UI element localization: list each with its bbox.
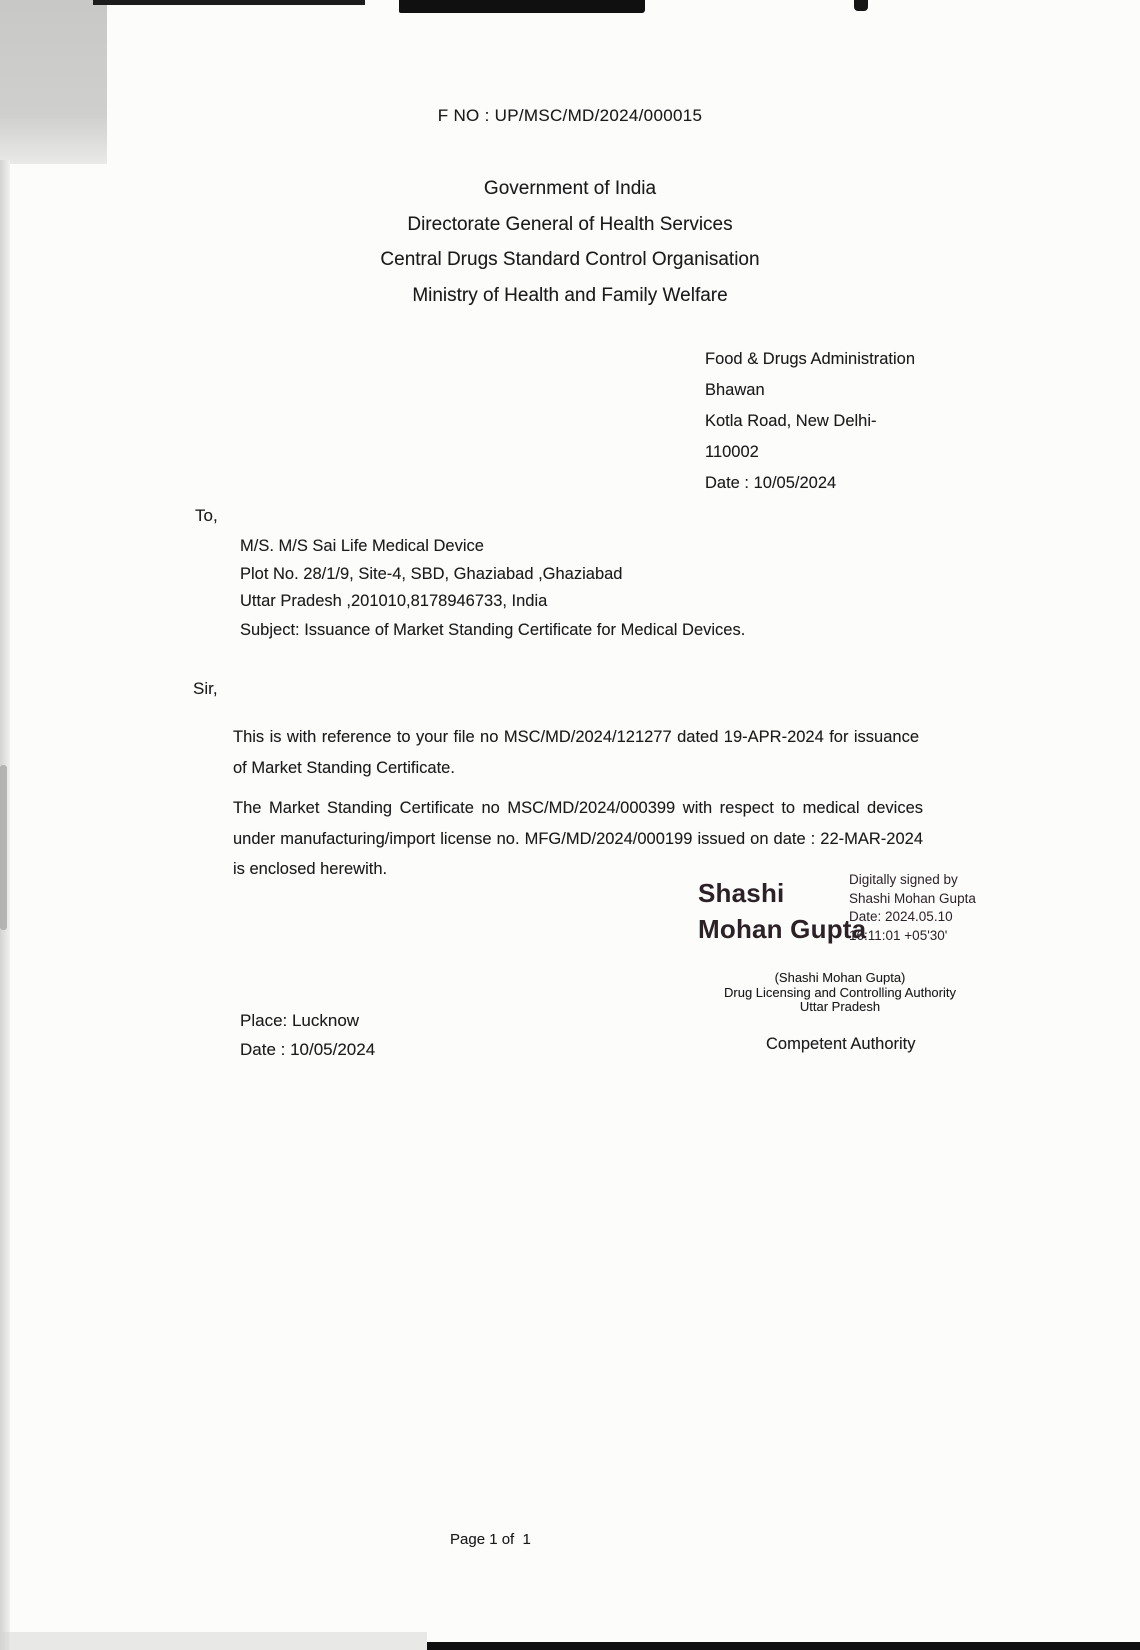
recipient-address-block [240,533,622,616]
recipient-address-line: Plot No. 28/1/9, Site-4, SBD, Ghaziabad ,Ghaziabad [240,564,623,583]
recipient-name: M/S. M/S Sai Life Medical Device [240,537,484,555]
recipient-address-line: Uttar Pradesh ,201010,8178946733, India [240,592,548,610]
signature-name-line: Mohan Gupta [698,914,867,944]
office-address-block [705,344,915,499]
office-address-line: Food & Drugs Administration [705,350,916,368]
signature-detail-line: Shashi Mohan Gupta [849,890,976,906]
page-number: Page 1 of 1 [450,1531,531,1548]
recipient-to-label: To, [195,506,218,525]
scan-artifact-left-smudge [0,765,7,930]
letterhead-line-government: Government of India [483,178,657,199]
digital-signature-details [849,871,1009,945]
body-paragraph-reference: This is with reference to your file no MSC/MD/2024/121277 dated 19-APR-2024 for issuance of Market Standing Certificate. [233,728,919,777]
issue-date: Date : 10/05/2024 [705,474,837,492]
signer-name: (Shashi Mohan Gupta) [774,970,906,985]
office-address-line: 110002 [705,443,759,461]
signer-block [690,971,990,1015]
file-number: F NO : UP/MSC/MD/2024/000015 [437,106,703,125]
scan-artifact-corner-gray [0,0,107,164]
competent-authority-label: Competent Authority [766,1035,916,1053]
scan-artifact-bottom-bar [427,1642,1140,1650]
salutation: Sir, [193,679,218,698]
signature-detail-line: 16:11:01 +05'30' [849,927,948,943]
letterhead-line-organisation: Central Drugs Standard Control Organisation [380,249,760,270]
signature-detail-line: Digitally signed by [849,872,958,887]
signer-region: Uttar Pradesh [799,999,881,1014]
signer-title: Drug Licensing and Controlling Authority [724,984,956,1000]
scan-artifact-top-line [93,0,365,5]
scan-artifact-bottom-gray [0,1632,427,1650]
body-paragraph-certificate: The Market Standing Certificate no MSC/MD/2024/000399 with respect to medical devices under manufacturing/import license no. MFG/MD/2024/000199 issued on date : 22-MAR-2024 is enclosed herewith. [233,799,923,878]
signature-detail-line: Date: 2024.05.10 [849,909,953,924]
letterhead-line-directorate: Directorate General of Health Services [407,213,733,235]
letterhead [0,171,1140,313]
scan-artifact-top-blob [854,0,868,11]
office-address-line: Bhawan [705,381,765,399]
signature-name-line: Shashi [698,878,785,908]
office-address-line: Kotla Road, New Delhi- [705,412,877,430]
letterhead-line-ministry: Ministry of Health and Family Welfare [412,284,728,306]
scan-artifact-top-bar [399,0,645,13]
subject-line: Subject: Issuance of Market Standing Certificate for Medical Devices. [240,621,746,639]
date-line: Date : 10/05/2024 [240,1040,376,1059]
place-line: Place: Lucknow [240,1011,360,1030]
